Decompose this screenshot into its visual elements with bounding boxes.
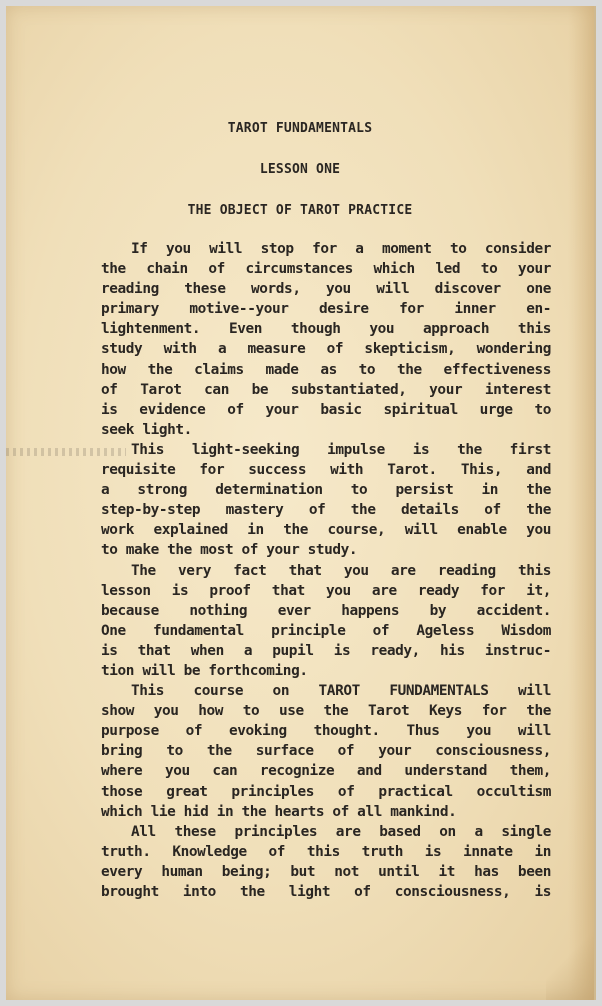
text-line: purpose of evoking thought. Thus you will xyxy=(101,723,551,740)
text-line: of Tarot can be substantiated, your interest xyxy=(101,381,551,398)
text-line: step-by-step mastery of the details of the xyxy=(101,502,551,519)
text-line: those great principles of practical occultism xyxy=(101,783,551,800)
text-line: This light-seeking impulse is the first xyxy=(131,441,551,458)
text-line: study with a measure of skepticism, wondering xyxy=(101,341,551,358)
text-line: All these principles are based on a single xyxy=(131,823,551,840)
section-heading: THE OBJECT OF TAROT PRACTICE xyxy=(187,203,413,218)
text-line: show you how to use the Tarot Keys for the xyxy=(101,703,551,720)
text-line: This course on TAROT FUNDAMENTALS will xyxy=(131,683,551,700)
text-line: is evidence of your basic spiritual urge to xyxy=(101,401,551,418)
text-line: where you can recognize and understand them, xyxy=(101,763,551,780)
text-line: work explained in the course, will enable you xyxy=(101,522,551,539)
text-line: lightenment. Even though you approach this xyxy=(101,321,551,338)
paper-corner-fold xyxy=(546,930,594,1000)
paper-edge-stain xyxy=(568,6,594,1000)
body-text xyxy=(101,239,551,902)
text-line: If you will stop for a moment to consider xyxy=(131,241,551,257)
text-line: One fundamental principle of Ageless Wisdom xyxy=(101,622,551,639)
text-line: seek light. xyxy=(101,421,192,438)
text-line: the chain of circumstances which led to your xyxy=(101,261,551,278)
text-line: a strong determination to persist in the xyxy=(101,482,551,499)
text-line: which lie hid in the hearts of all mankind. xyxy=(101,803,457,820)
text-line: brought into the light of consciousness, is xyxy=(101,884,551,900)
text-line: how the claims made as to the effectiveness xyxy=(101,361,551,378)
text-line: bring to the surface of your consciousness, xyxy=(101,743,551,760)
text-line: requisite for success with Tarot. This, and xyxy=(101,462,551,479)
document-page xyxy=(6,6,596,1000)
text-line: lesson is proof that you are ready for it, xyxy=(101,582,551,599)
text-line: reading these words, you will discover one xyxy=(101,281,551,298)
text-line: every human being; but not until it has been xyxy=(101,863,551,880)
document-title: TAROT FUNDAMENTALS xyxy=(227,121,373,136)
text-line: is that when a pupil is ready, his instruc- xyxy=(101,642,551,659)
text-line: truth. Knowledge of this truth is innate in xyxy=(101,843,551,860)
text-line: The very fact that you are reading this xyxy=(131,562,551,579)
text-line: tion will be forthcoming. xyxy=(101,662,308,679)
text-line: because nothing ever happens by accident. xyxy=(101,602,551,619)
text-line: to make the most of your study. xyxy=(101,542,358,559)
document-subtitle: LESSON ONE xyxy=(259,162,341,177)
text-line: primary motive--your desire for inner en- xyxy=(101,301,551,318)
